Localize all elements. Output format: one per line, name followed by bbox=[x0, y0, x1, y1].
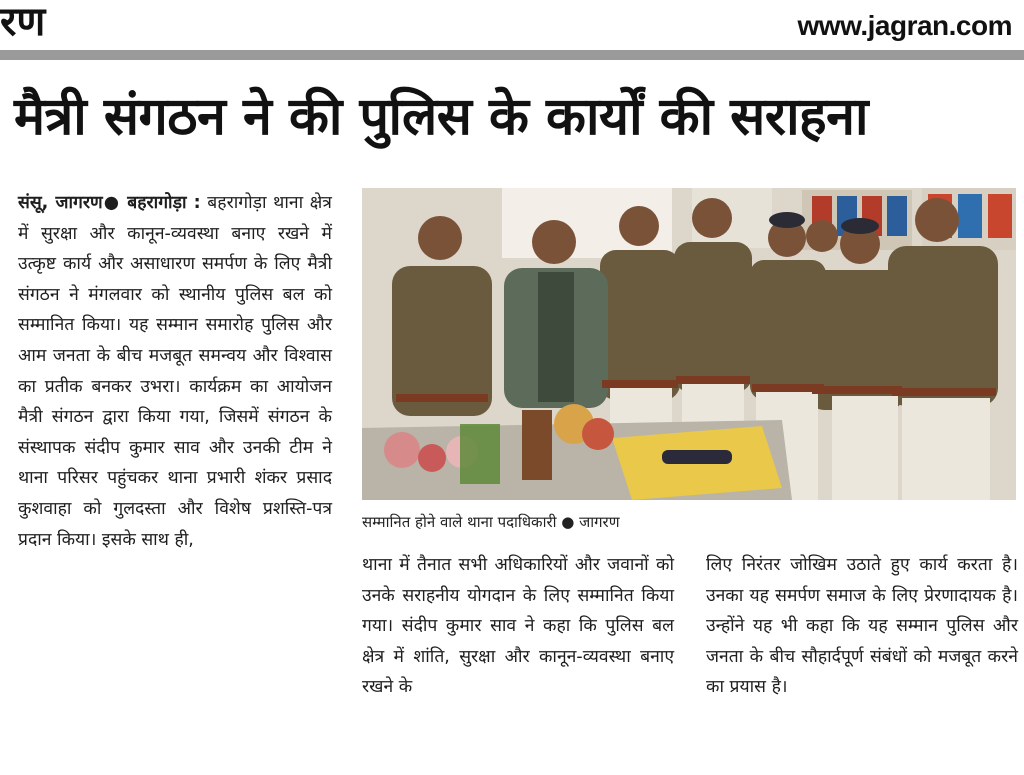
article-column-1 bbox=[18, 188, 332, 555]
masthead-fragment: रण bbox=[0, 0, 46, 45]
article-dateline: संसू, जागरण● बहरागोड़ा : bbox=[18, 193, 201, 213]
article-headline: मैत्री संगठन ने की पुलिस के कार्यों की सराहना bbox=[14, 87, 868, 147]
photo-caption: सम्मानित होने वाले थाना पदाधिकारी ● जागरण bbox=[362, 513, 620, 531]
news-photo bbox=[362, 188, 1016, 500]
header-rule bbox=[0, 50, 1024, 60]
site-url: www.jagran.com bbox=[797, 10, 1012, 41]
police-group-photo bbox=[362, 188, 1016, 500]
article-column-3: लिए निरंतर जोखिम उठाते हुए कार्य करता है। उनका यह समर्पण समाज के लिए प्रेरणादायक है। उन्होंने यह भी कहा कि यह सम्मान पुलिस और जनता के बीच सौहार्दपूर्ण संबंधों को मजबूत करने का प्रयास है। bbox=[706, 555, 1018, 698]
article-column-2: थाना में तैनात सभी अधिकारियों और जवानों को उनके सराहनीय योगदान के लिए सम्मानित किया गया। संदीप कुमार साव ने कहा कि पुलिस बल क्षेत्र में शांति, सुरक्षा और कानून-व्यवस्था बनाए रखने के bbox=[362, 555, 674, 698]
article-body-col1: बहरागोड़ा थाना क्षेत्र में सुरक्षा और कानून-व्यवस्था बनाए रखने में उत्कृष्ट कार्य और असाधारण समर्पण के लिए मैत्री संगठन ने मंगलवार को स्थानीय पुलिस बल को सम्मानित किया। यह सम्मान समारोह पुलिस और आम जनता के बीच मजबूत समन्वय और विश्वास का प्रतीक बनकर उभरा। कार्यक्रम का आयोजन मैत्री संगठन द्वारा किया गया, जिसमें संगठन के संस्थापक संदीप कुमार साव और उनकी टीम ने थाना परिसर पहुंचकर थाना प्रभारी शंकर प्रसाद कुशवाहा को गुलदस्ता और विशेष प्रशस्ति-पत्र प्रदान किया। इसके साथ ही, bbox=[18, 193, 332, 550]
